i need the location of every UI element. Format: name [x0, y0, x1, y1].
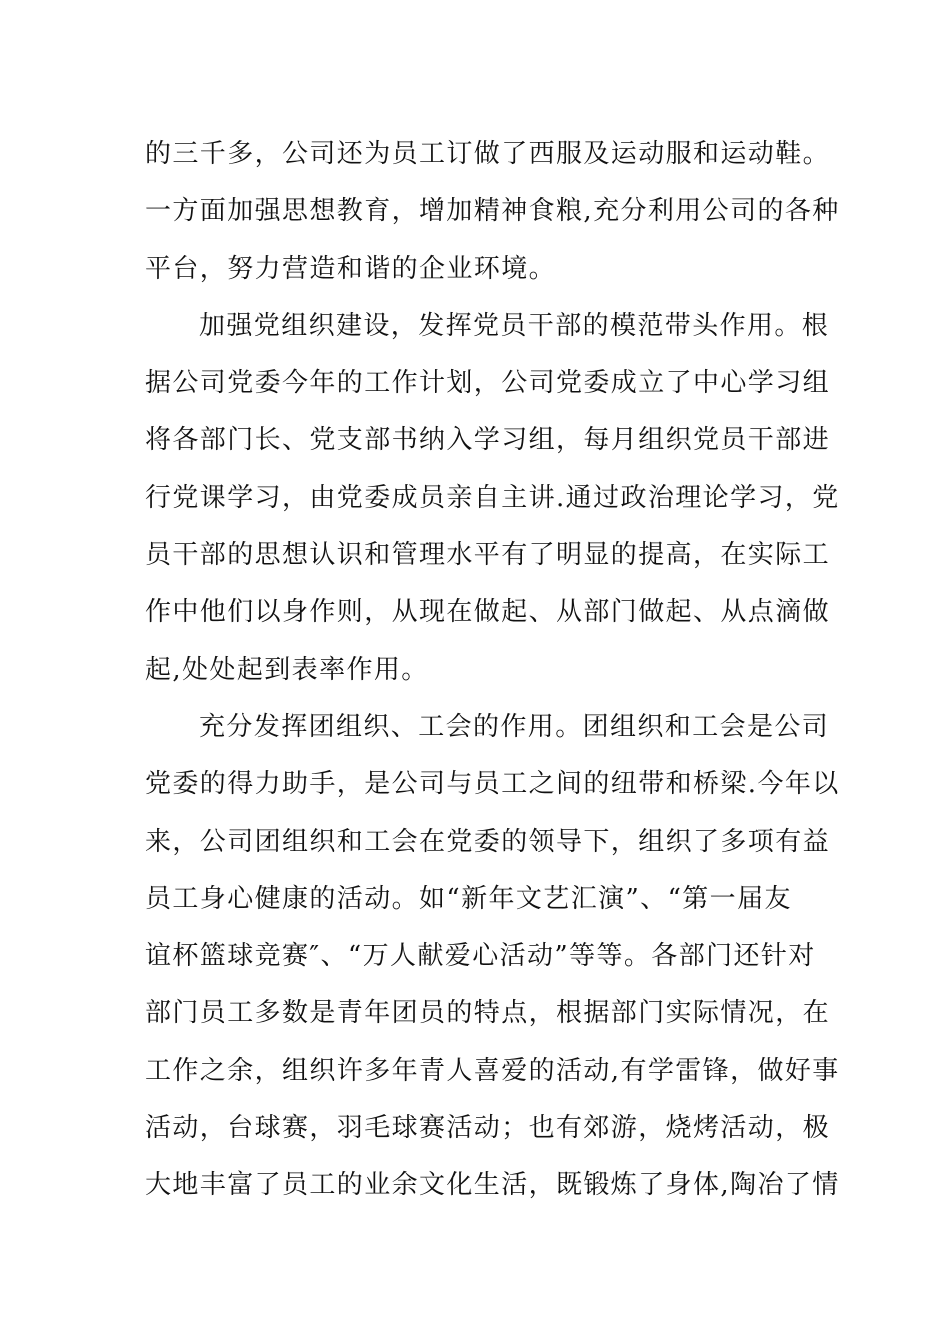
paragraph-line: 员工身心健康的活动。如“新年文艺汇演”、“第一届友 — [145, 883, 792, 914]
paragraph-3 — [145, 699, 840, 1215]
paragraph-line: 据公司党委今年的工作计划，公司党委成立了中心学习组 — [145, 368, 831, 399]
paragraph-line: 部门员工多数是青年团员的特点，根据部门实际情况，在 — [145, 998, 831, 1029]
paragraph-line: 工作之余，组织许多年青人喜爱的活动,有学雷锋，做好事 — [145, 1055, 840, 1086]
paragraph-line: 行党课学习，由党委成员亲自主讲.通过政治理论学习，党 — [145, 482, 840, 513]
paragraph-line: 员干部的思想认识和管理水平有了明显的提高，在实际工 — [145, 540, 831, 571]
document-body — [145, 126, 840, 1215]
paragraph-line: 将各部门长、党支部书纳入学习组，每月组织党员干部进 — [145, 425, 831, 456]
paragraph-line: 活动，台球赛，羽毛球赛活动；也有郊游，烧烤活动，极 — [145, 1113, 831, 1144]
paragraph-line: 一方面加强思想教育，增加精神食粮,充分利用公司的各种 — [145, 196, 840, 227]
paragraph-line: 加强党组织建设，发挥党员干部的模范带头作用。根 — [199, 310, 830, 341]
paragraph-1 — [145, 126, 840, 298]
paragraph-line: 党委的得力助手，是公司与员工之间的纽带和桥梁.今年以 — [145, 769, 840, 800]
paragraph-line: 平台，努力营造和谐的企业环境。 — [145, 253, 557, 284]
paragraph-line: 谊杯篮球竞赛″、“万人献爱心活动”等等。各部门还针对 — [145, 941, 816, 972]
paragraph-line: 作中他们以身作则，从现在做起、从部门做起、从点滴做 — [145, 597, 831, 628]
paragraph-line: 大地丰富了员工的业余文化生活，既锻炼了身体,陶冶了情 — [145, 1170, 840, 1201]
paragraph-2 — [145, 298, 840, 699]
paragraph-line: 的三千多，公司还为员工订做了西服及运动服和运动鞋。 — [145, 139, 831, 169]
paragraph-line: 起,处处起到表率作用。 — [145, 654, 429, 685]
paragraph-line: 来，公司团组织和工会在党委的领导下，组织了多项有益 — [145, 826, 831, 857]
paragraph-line: 充分发挥团组织、工会的作用。团组织和工会是公司 — [199, 711, 830, 742]
